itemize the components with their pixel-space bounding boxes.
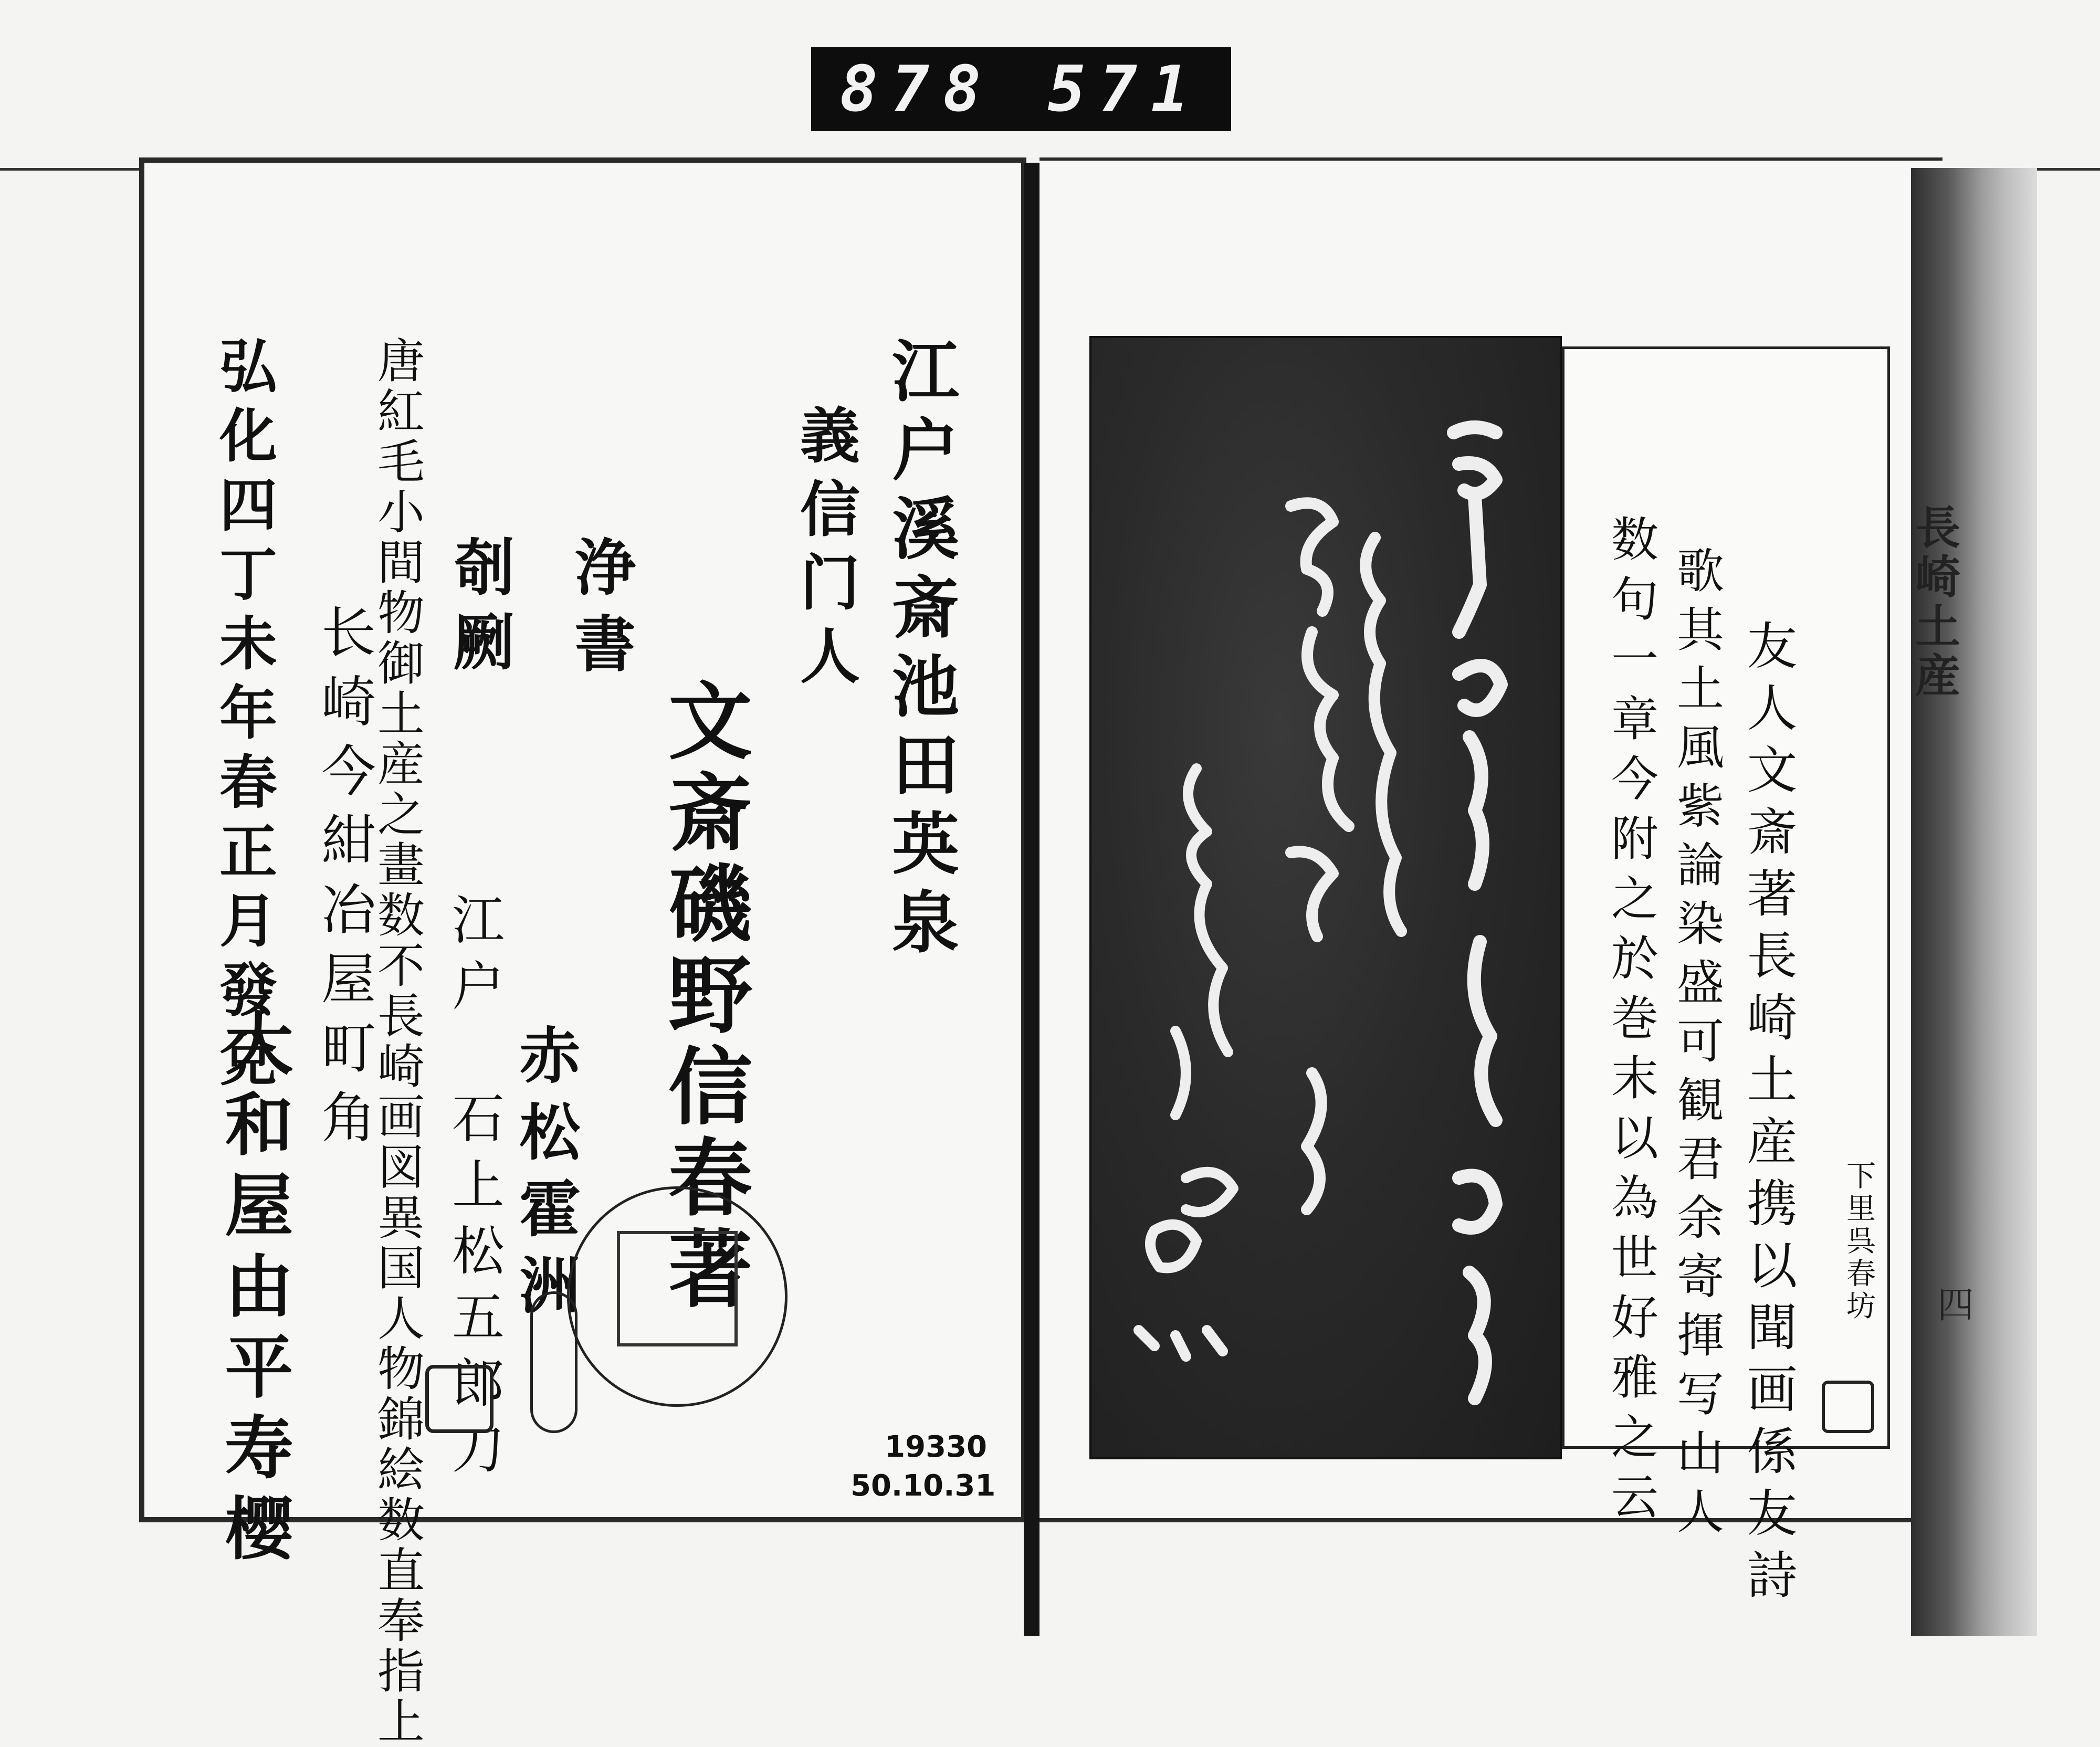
call-number-label	[811, 47, 1231, 131]
square-seal-mark	[617, 1231, 738, 1346]
inset-column-3: 数句一章今附之於巻末以為世好雅之云	[1603, 514, 1658, 1532]
colophon-advertisement: 唐紅毛小間物御土産之畫数不長崎画図異国人物錦絵数直奉指上	[369, 336, 424, 1747]
inset-signature: 下里呉春坊	[1842, 1160, 1876, 1323]
colophon-artist-line: 江户溪斎池田英泉	[880, 336, 959, 966]
inset-column-2: 歌其土風紫論染盛可観君余寄揮写山人	[1668, 546, 1724, 1545]
call-number-part-1: 878	[839, 52, 995, 126]
calligraphy-rubbing-panel	[1089, 336, 1562, 1459]
accession-number: 19330	[885, 1430, 987, 1464]
colophon-fair-copy-label: 浄書	[564, 535, 636, 689]
small-square-seal	[425, 1365, 494, 1433]
colophon-publisher-address: 长崎今紺冶屋町角	[312, 604, 376, 1158]
colophon-engraving-label: 剞劂	[444, 535, 515, 685]
colophon-disciple-line: 義信门人	[790, 404, 860, 698]
colophon-engraver: 江户 石上松五郎刀	[443, 892, 505, 1488]
colophon-publication-date: 弘化四丁未年春正月發兌	[210, 336, 278, 1098]
book-spine-edge	[1907, 168, 2037, 1636]
signature-seal	[1822, 1381, 1874, 1433]
round-library-seal	[567, 1186, 788, 1407]
book-gutter	[1024, 163, 1040, 1636]
call-number-part-2: 571	[1047, 52, 1203, 126]
rubbing-brushstrokes	[1091, 338, 1564, 1461]
accession-stamp	[850, 1428, 996, 1506]
inset-column-1: 友人文斎著長崎土産携以聞画係友詩	[1739, 619, 1798, 1611]
colophon-copyist: 赤松霍洲	[509, 1024, 581, 1330]
colophon-author-line: 文斎磯野信春著	[654, 677, 753, 1317]
spine-folio: 四	[1937, 1283, 1974, 1327]
spine-title: 長崎土産	[1907, 504, 1960, 701]
oval-seal	[530, 1291, 578, 1433]
accession-date: 50.10.31	[850, 1469, 996, 1503]
colophon-publisher-name: 大和屋由平寿樱	[214, 1008, 294, 1574]
